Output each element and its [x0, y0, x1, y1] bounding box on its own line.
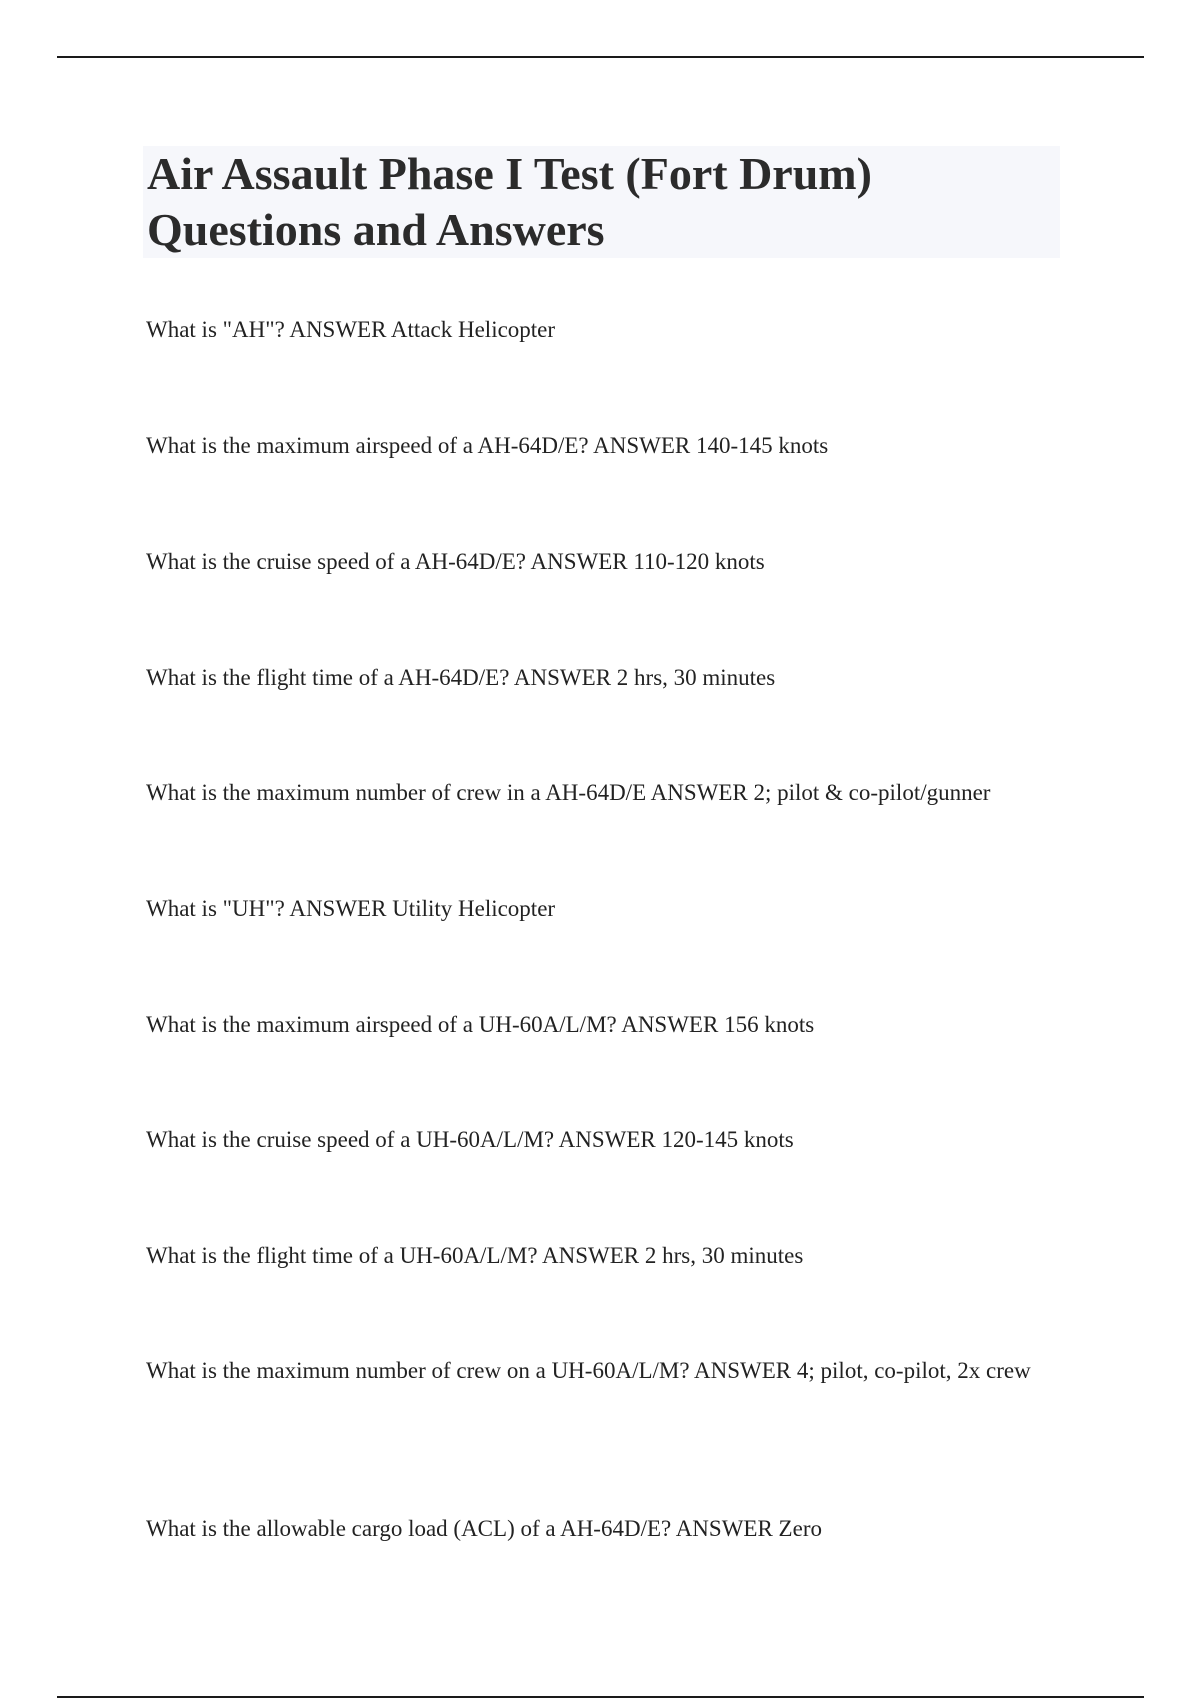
title-block: [143, 146, 1060, 258]
qa-entry: What is "AH"? ANSWER Attack Helicopter: [146, 317, 556, 342]
page-bottom-rule: [57, 1696, 1144, 1698]
qa-entry: What is the maximum airspeed of a AH-64D/E? ANSWER 140-145 knots: [146, 433, 829, 458]
qa-entry: What is the flight time of a UH-60A/L/M? ANSWER 2 hrs, 30 minutes: [146, 1243, 804, 1268]
qa-entry: What is the maximum number of crew in a AH-64D/E ANSWER 2; pilot & co-pilot/gunner: [146, 780, 991, 805]
qa-entry: What is the cruise speed of a UH-60A/L/M? ANSWER 120-145 knots: [146, 1127, 794, 1152]
document-title: Air Assault Phase I Test (Fort Drum) Questions and Answers: [147, 148, 872, 255]
qa-entry: What is the cruise speed of a AH-64D/E? ANSWER 110-120 knots: [146, 549, 765, 574]
page-top-rule: [57, 56, 1144, 58]
qa-entry: What is the allowable cargo load (ACL) of a AH-64D/E? ANSWER Zero: [146, 1516, 822, 1541]
qa-entry: What is the maximum number of crew on a UH-60A/L/M? ANSWER 4; pilot, co-pilot, 2x crew: [146, 1358, 1031, 1383]
qa-entry: What is "UH"? ANSWER Utility Helicopter: [146, 896, 556, 921]
qa-entry: What is the maximum airspeed of a UH-60A/L/M? ANSWER 156 knots: [146, 1012, 815, 1037]
qa-entry: What is the flight time of a AH-64D/E? ANSWER 2 hrs, 30 minutes: [146, 665, 776, 690]
